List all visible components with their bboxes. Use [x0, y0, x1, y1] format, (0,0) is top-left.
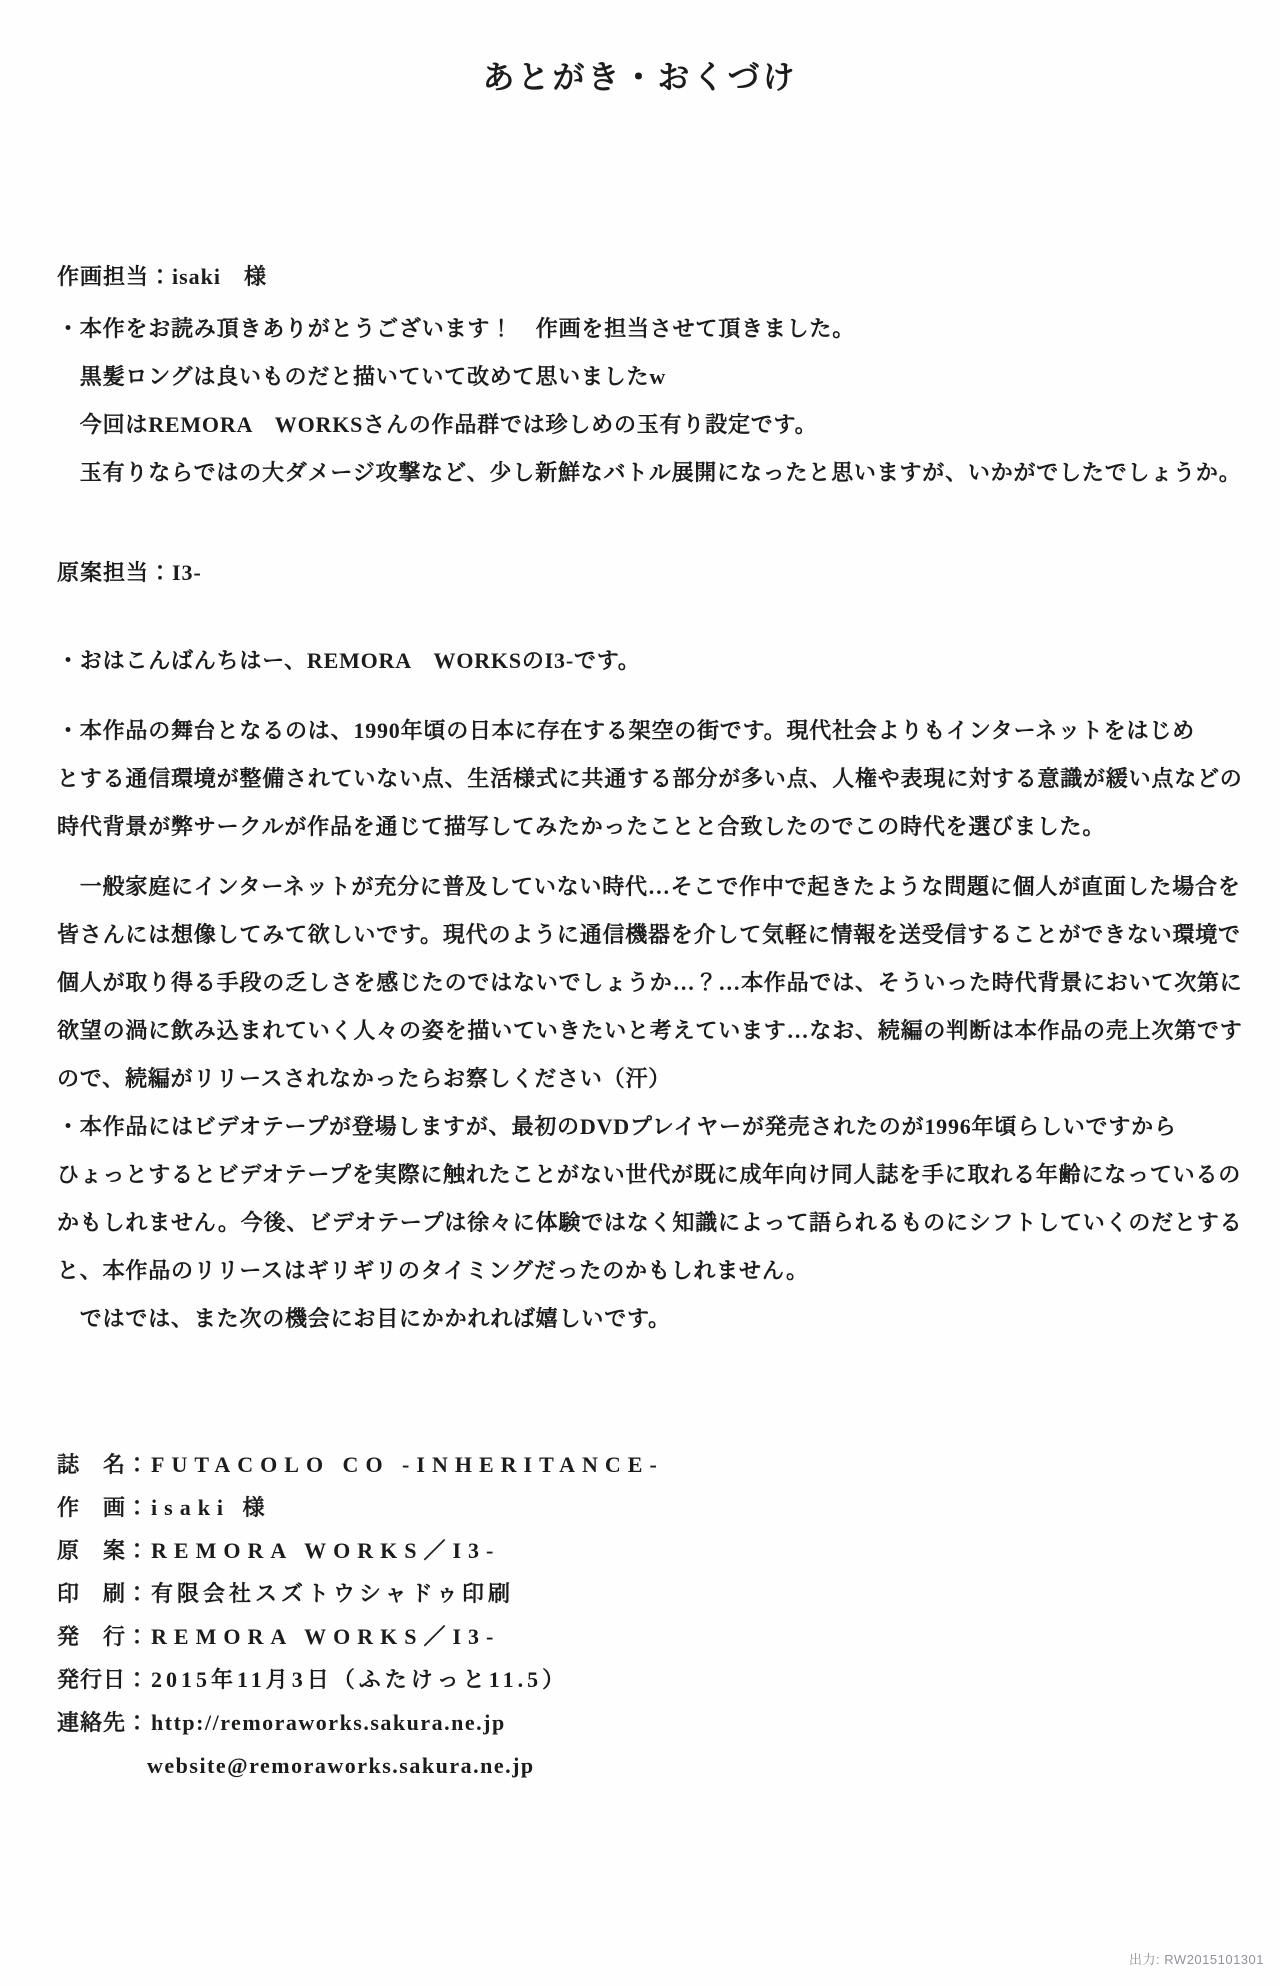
paragraph-line: ひょっとするとビデオテープを実際に触れたことがない世代が既に成年向け同人誌を手に取れる年齢になっているの — [57, 1162, 1242, 1187]
original-draft-value: REMORA WORKS／I3- — [151, 1538, 501, 1563]
colophon-row-contact — [57, 1701, 1242, 1744]
paragraph-line: ので、続編がリリースされなかったらお察しください（汗） — [57, 1066, 672, 1091]
colophon-label: 連絡先： — [57, 1710, 150, 1735]
contact-email-text: website@remoraworks.sakura.ne.jp — [147, 1753, 535, 1778]
planner-vhs-paragraph — [57, 1103, 1242, 1295]
paragraph-line: ・本作品の舞台となるのは、1990年頃の日本に存在する架空の街です。現代社会よりもインターネットをはじめ — [57, 718, 1195, 743]
paragraph-line: 一般家庭にインターネットが充分に普及していない時代…そこで作中で起きたような問題に個人が直面した場合を — [57, 874, 1241, 899]
artist-section-heading: 作画担当：isaki 様 — [57, 264, 268, 289]
publish-date-value: 2015年11月3日（ふたけっと11.5） — [151, 1667, 569, 1692]
colophon — [57, 1443, 1242, 1787]
paragraph-line: 皆さんには想像してみて欲しいです。現代のように通信機器を介して気軽に情報を送受信することができない環境で — [57, 922, 1241, 947]
output-id-note: 出力: RW2015101301 — [1129, 1952, 1264, 1967]
colophon-label: 発行日： — [57, 1667, 150, 1692]
colophon-row-printer — [57, 1572, 1242, 1615]
artist-paragraph — [57, 305, 1242, 497]
paragraph-line: ・おはこんばんちはー、REMORA WORKSのI3-です。 — [57, 648, 641, 673]
paragraph-line: 黒髪ロングは良いものだと描いていて改めて思いましたw — [57, 364, 667, 389]
paragraph-line: 今回はREMORA WORKSさんの作品群では珍しめの玉有り設定です。 — [57, 412, 818, 437]
paragraph-line: とする通信環境が整備されていない点、生活様式に共通する部分が多い点、人権や表現に対する意識が緩い点などの — [57, 766, 1243, 791]
planner-greeting-paragraph — [57, 637, 1242, 685]
paragraph-line: 時代背景が弊サークルが作品を通じて描写してみたかったことと合致したのでこの時代を選びました。 — [57, 814, 1106, 839]
paragraph-line: かもしれません。今後、ビデオテープは徐々に体験ではなく知識によって語られるものにシフトしていくのだとする — [57, 1210, 1243, 1235]
printer-value: 有限会社スズトウシャドゥ印刷 — [151, 1581, 515, 1606]
colophon-row-publisher — [57, 1615, 1242, 1658]
paragraph-line: 個人が取り得る手段の乏しさを感じたのではないでしょうか…？…本作品では、そういった時代背景において次第に — [57, 970, 1243, 995]
paragraph-line: ・本作品にはビデオテープが登場しますが、最初のDVDプレイヤーが発売されたのが1996年頃らしいですから — [57, 1114, 1177, 1139]
colophon-row-title — [57, 1443, 1242, 1486]
colophon-row-publish-date — [57, 1658, 1242, 1701]
colophon-label: 原 案： — [57, 1538, 150, 1563]
planner-section-heading: 原案担当：I3- — [57, 560, 202, 585]
book-title-value: FUTACOLO CO -INHERITANCE- — [151, 1452, 664, 1477]
paragraph-line: 玉有りならではの大ダメージ攻撃など、少し新鮮なバトル展開になったと思いますが、いかがでしたでしょうか。 — [57, 460, 1242, 485]
paragraph-line: ではでは、また次の機会にお目にかかれれば嬉しいです。 — [57, 1306, 671, 1331]
colophon-label: 印 刷： — [57, 1581, 150, 1606]
planner-imagine-paragraph — [57, 863, 1242, 1103]
colophon-label: 誌 名： — [57, 1452, 150, 1477]
planner-setting-paragraph — [57, 707, 1242, 851]
contact-url-text: http://remoraworks.sakura.ne.jp — [151, 1710, 506, 1735]
colophon-row-artist — [57, 1486, 1242, 1529]
planner-closing-paragraph — [57, 1295, 1242, 1343]
afterword-content — [0, 253, 1280, 1787]
paragraph-line: ・本作をお読み頂きありがとうございます！ 作画を担当させて頂きました。 — [57, 316, 856, 341]
paragraph-line: 欲望の渦に飲み込まれていく人々の姿を描いていきたいと考えています…なお、続編の判断は本作品の売上次第です — [57, 1018, 1243, 1043]
paragraph-line: と、本作品のリリースはギリギリのタイミングだったのかもしれません。 — [57, 1258, 809, 1283]
page-title: あとがき・おくづけ — [482, 59, 798, 95]
artist-value: isaki 様 — [151, 1495, 272, 1520]
afterword-page — [0, 52, 1280, 1986]
colophon-label: 作 画： — [57, 1495, 150, 1520]
colophon-row-original — [57, 1529, 1242, 1572]
colophon-label: 発 行： — [57, 1624, 150, 1649]
publisher-value: REMORA WORKS／I3- — [151, 1624, 501, 1649]
